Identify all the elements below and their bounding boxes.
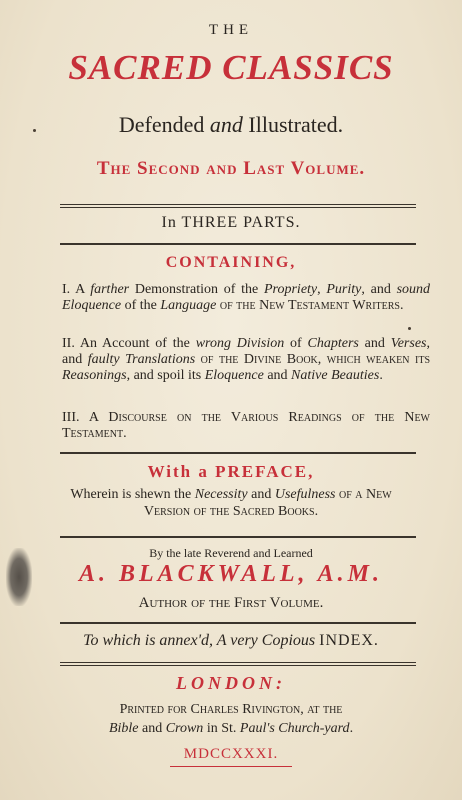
imprint-part: and: [138, 721, 166, 736]
preface-part: and: [247, 487, 275, 502]
item-italic: wrong Division: [195, 336, 285, 351]
item-text: .: [379, 368, 383, 383]
year-underline: [170, 766, 292, 767]
parts-line: In THREE PARTS.: [161, 214, 301, 231]
item-italic: Language: [160, 298, 217, 313]
item-italic: Native Beauties: [291, 368, 380, 383]
item-text: A: [75, 282, 91, 297]
author-intro: By the late Reverend and Learned: [149, 546, 313, 560]
item-italic: farther: [90, 282, 130, 297]
paper-speck: [33, 129, 36, 132]
subtitle-part: Illustrated.: [242, 112, 344, 137]
index-italic: To which is annex'd,: [83, 632, 214, 649]
preface-text: [0, 486, 462, 520]
index-word: INDEX.: [319, 632, 379, 649]
item-text: , and: [62, 336, 430, 367]
item-text: An Account of the: [79, 336, 196, 351]
item-text: , and spoil its: [126, 368, 205, 383]
item-italic: Purity: [326, 282, 362, 297]
author-role: Author of the First Volume.: [138, 595, 324, 611]
item-italic: Verses: [390, 336, 427, 351]
main-title: SACRED CLASSICS: [68, 48, 394, 87]
volume-line: The Second and Last Volume.: [96, 158, 366, 179]
item-text: and: [263, 368, 292, 383]
item-text: of the Divine Book, which weaken its: [195, 352, 431, 367]
item-number: I.: [62, 282, 71, 297]
list-item: [62, 410, 430, 442]
divider: [60, 452, 416, 454]
subtitle-italic: and: [209, 112, 243, 137]
divider: [60, 622, 416, 624]
item-italic: Propriety: [264, 282, 318, 297]
preface-italic: Necessity: [194, 487, 248, 502]
imprint-part: .: [349, 721, 354, 736]
item-italic: sound Eloquence: [62, 282, 431, 313]
subtitle-part: Defended: [118, 112, 210, 137]
index-line: [0, 632, 462, 650]
preface-heading: With a PREFACE,: [147, 462, 315, 481]
item-number: II.: [62, 336, 75, 351]
index-italic: A very Copious: [213, 632, 320, 649]
subtitle: [0, 112, 462, 138]
imprint-line: Printed for Charles Rivington, at the: [119, 702, 343, 717]
item-text: Demonstration of the: [129, 282, 264, 297]
item-text: of: [284, 336, 308, 351]
item-number: III.: [62, 410, 80, 425]
paper-speck: [408, 327, 411, 330]
imprint-italic: Crown: [165, 721, 204, 736]
imprint-italic: Paul's Church-yard: [239, 721, 350, 736]
containing-heading: CONTAINING,: [165, 254, 297, 271]
item-text: of the New Testament Writers.: [216, 298, 404, 313]
divider: [60, 204, 416, 208]
title-the: THE: [208, 22, 254, 38]
item-italic: Reasonings: [62, 368, 127, 383]
preface-part: Wherein is shewn the: [70, 487, 195, 502]
item-text: of the: [121, 298, 161, 313]
list-item: [62, 336, 430, 384]
divider: [60, 243, 416, 245]
item-text: , and: [361, 282, 397, 297]
item-italic: Eloquence: [204, 368, 264, 383]
divider: [60, 536, 416, 538]
item-italic: faulty Translations: [87, 352, 196, 367]
imprint-year: MDCCXXXI.: [183, 746, 279, 762]
list-item: [62, 282, 430, 314]
preface-part: of a New Version of the Sacred Books.: [143, 487, 392, 519]
preface-italic: Usefulness: [274, 487, 336, 502]
imprint-city: LONDON:: [176, 673, 286, 693]
item-text: A Discourse on the Various Readings of the New Testament.: [62, 410, 430, 441]
imprint-italic: Bible: [108, 721, 139, 736]
divider: [60, 662, 416, 666]
imprint-line: [0, 721, 462, 737]
item-text: ,: [317, 282, 327, 297]
ink-stain: [6, 548, 32, 606]
item-italic: Chapters: [307, 336, 359, 351]
imprint-part: in St.: [203, 721, 240, 736]
author-name: A. BLACKWALL, A.M.: [78, 561, 384, 587]
item-text: and: [358, 336, 391, 351]
